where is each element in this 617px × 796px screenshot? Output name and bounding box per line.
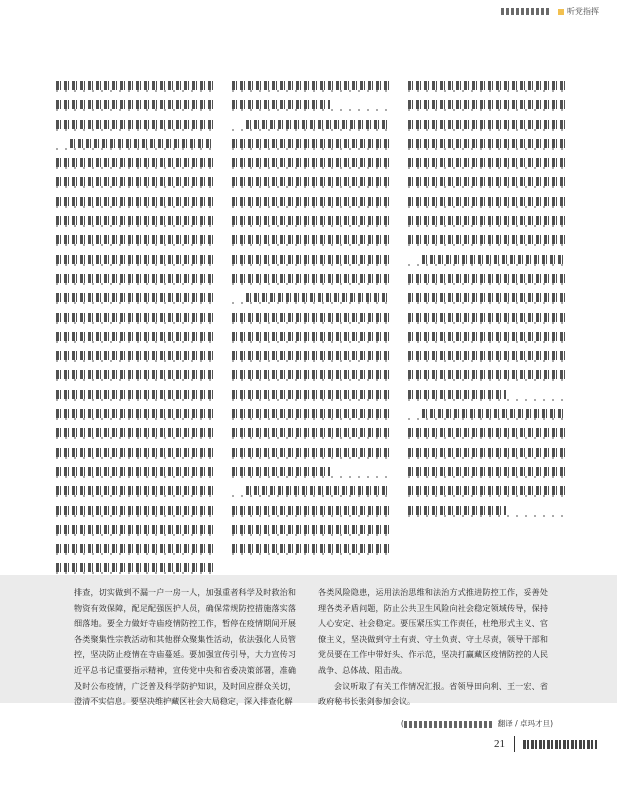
summary-paragraph: 各类风险隐患，运用法治思维和法治方式推进防控工作，妥善处理各类矛盾问题，防止公共卫生风险向社会稳定领域传导，保持人心安定、社会稳定。要压紧压实工作责任，杜绝形式主义、官僚主义，坚决做到守土有责、守土负责、守土尽责，领导干部和党员要在工作中带好头、作示范，坚决打赢藏区疫情防控的人民战争、总体战、阻击战。 xyxy=(318,587,548,675)
translator-credit: ( 翻译 / 卓玛才旦) xyxy=(400,719,553,728)
tibetan-credit-text xyxy=(404,721,494,728)
section-label xyxy=(501,6,599,17)
tibetan-column-3 xyxy=(408,76,566,520)
page-header xyxy=(0,0,617,22)
summary-paragraph: 排查，切实做到不漏一户一房一人，加强重者科学及时救治和物资有效保障，配足配强医护人员，确保常规防控措施落实落细落地。要全力做好寺庙疫情防控工作，暂停在疫情期间开展各类聚集性宗教活动和其他群众聚集性活动，依法强化人员管控，坚决防止疫情在寺庙蔓延。要加强宣传引导，大力宣传习近平总书记重要指示精神，宣传党中央和省委决策部署，准确及时公布疫情，广泛普及科学防护知识，及时回应群众关切，澄清不实信息。要坚决维护藏区社会大局稳定，深入排查化解 xyxy=(74,587,296,707)
summary-paragraph-meeting: 会议听取了有关工作情况汇报。省领导田向利、王一宏、省政府秘书长张剑参加会议。 xyxy=(318,680,548,707)
summary-left-column xyxy=(74,585,296,710)
tibetan-column-1 xyxy=(56,76,214,578)
chinese-summary-box xyxy=(0,575,617,707)
page-footer xyxy=(397,736,597,754)
section-title-chinese: 听党指挥 xyxy=(567,7,599,16)
square-marker-icon xyxy=(558,9,564,15)
magazine-name-tibetan xyxy=(523,740,597,749)
tibetan-section-title xyxy=(501,8,551,15)
summary-right-column xyxy=(318,585,548,710)
footer-divider xyxy=(514,736,515,752)
page-number: 21 xyxy=(494,738,505,750)
tibetan-column-2 xyxy=(232,76,390,558)
